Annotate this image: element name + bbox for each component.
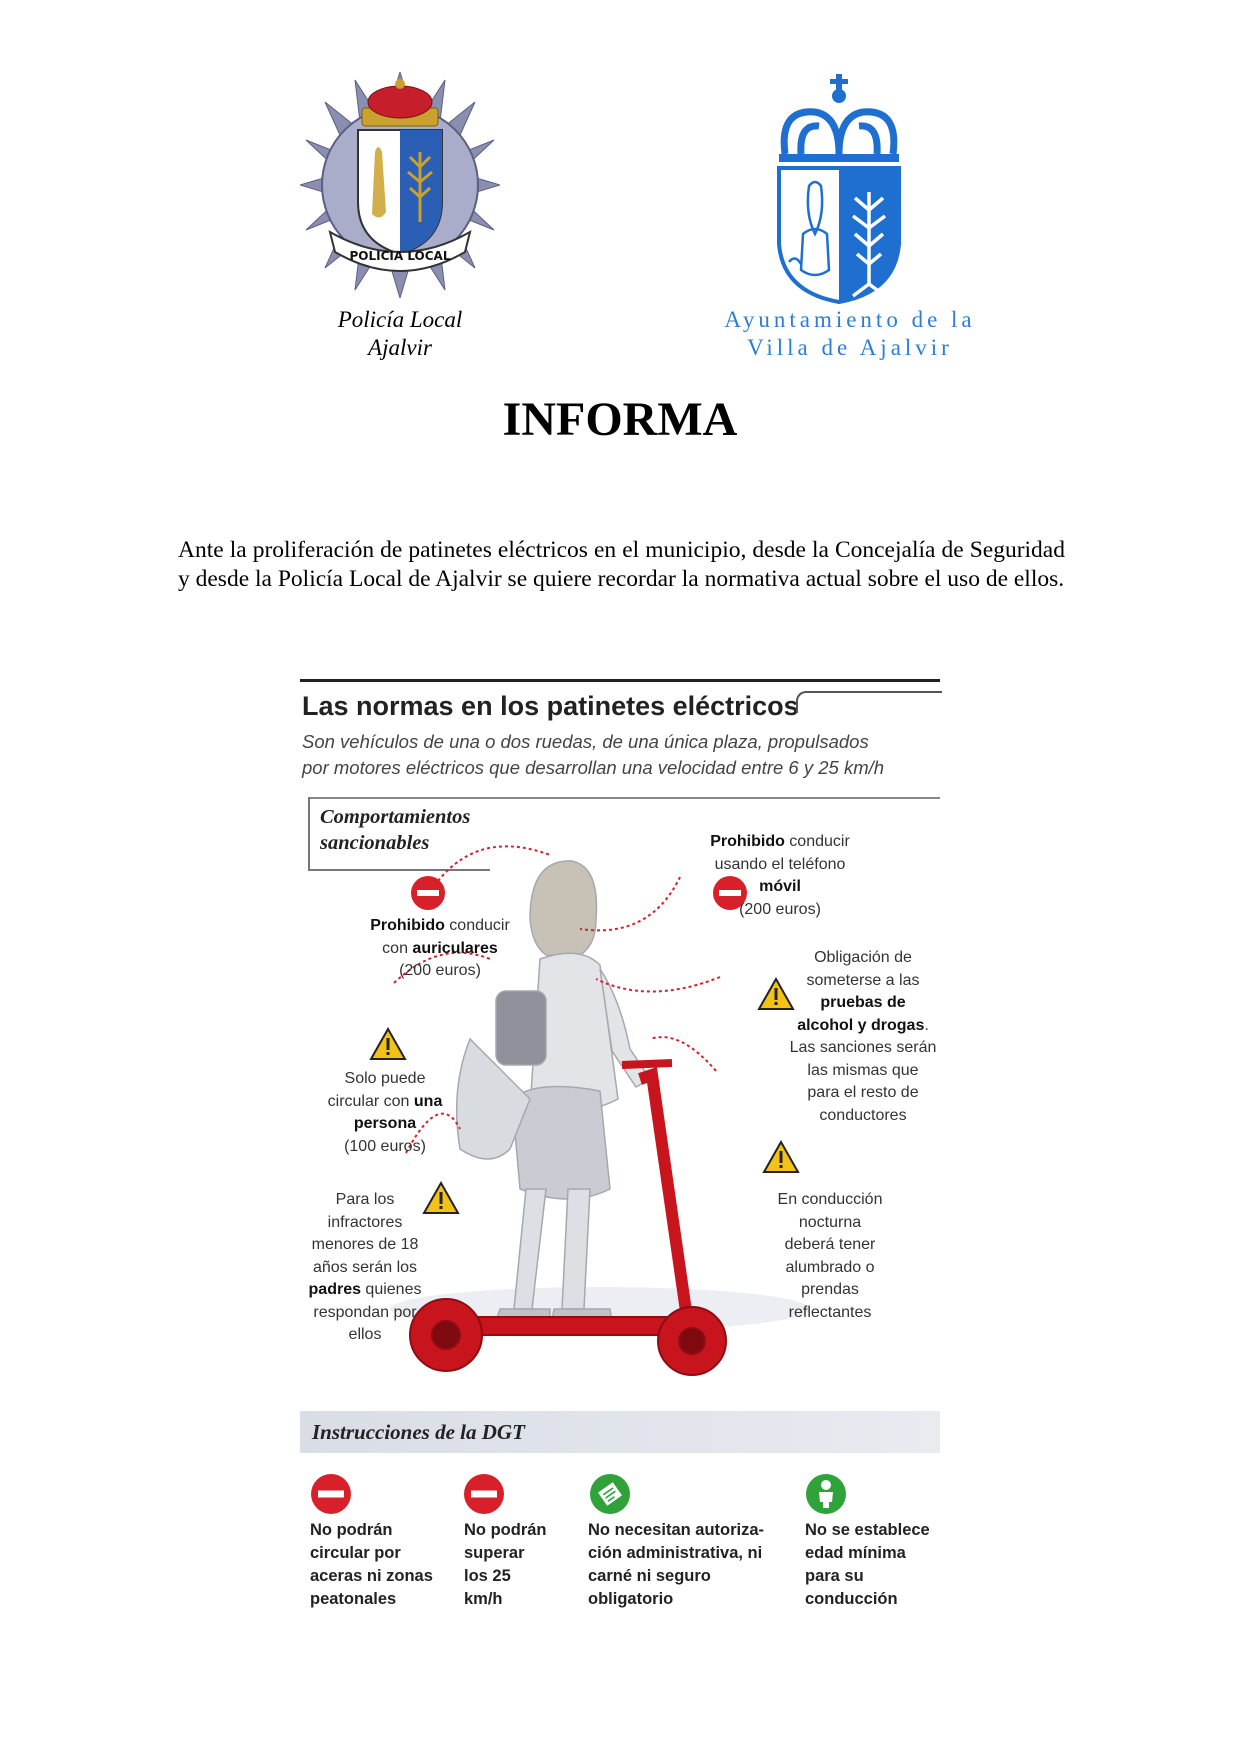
police-caption [300,306,500,362]
rule-minors-line4: años serán los [312,1258,418,1276]
dgt-item-2-line3: los 25 [464,1567,511,1585]
rule-night-line1: En conducción [777,1191,883,1208]
rule-alcohol-line7: para el resto de [807,1084,919,1101]
rule-alcohol-line5: Las sanciones serán [789,1039,937,1056]
rule-minors-line6: respondan por [313,1303,417,1321]
rule-one-person [310,1068,460,1158]
dgt-item-4-line4: conducción [805,1590,898,1608]
rule-one-person-line3: persona [353,1115,417,1132]
rule-alcohol-line4: alcohol y drogas [797,1016,925,1034]
dgt-item-4-line2: edad mínima [805,1544,906,1562]
rule-phone-bold: Prohibido [710,833,785,850]
infographic-subtitle-line1: Son vehículos de una o dos ruedas, de una única plaza, propulsados [302,731,869,752]
rule-headphones-bold: Prohibido [370,917,445,934]
police-badge-logo [300,72,500,298]
police-caption-line2: Ajalvir [368,335,432,360]
person-icon [805,1473,847,1515]
no-entry-icon [410,875,446,911]
rule-night-line6: reflectantes [788,1303,872,1321]
ayuntamiento-caption [700,306,1000,362]
rule-alcohol-line4-end: . [924,1016,929,1034]
dgt-item-2 [464,1519,574,1611]
dgt-item-1-line2: circular por [310,1544,401,1562]
ayuntamiento-caption-line1: Ayuntamiento de la [724,307,976,332]
rule-minors-line7: ellos [348,1326,382,1343]
rule-alcohol-line2: someterse a las [806,971,920,989]
dgt-item-3-line3: carné ni seguro [588,1567,711,1585]
rule-alcohol-line1: Obligación de [814,949,912,966]
rule-phone-line2: usando el teléfono [714,855,846,873]
rule-minors-bold: padres [308,1281,361,1298]
infographic-title-bracket [796,691,942,713]
rule-minors-line3: menores de 18 [311,1236,419,1253]
dgt-item-3-line4: obligatorio [588,1590,674,1608]
sanctions-title-line1: Comportamientos [320,806,471,828]
infographic [300,679,940,1609]
dgt-item-1 [310,1519,460,1611]
rule-headphones-bold2: auriculares [412,939,498,957]
dgt-item-2-line1: No podrán [464,1521,547,1539]
rule-one-person-fine: (100 euros) [344,1137,426,1155]
rule-alcohol [778,947,948,1127]
sanctions-title-line2: sancionables [320,832,430,854]
ayuntamiento-caption-line2: Villa de Ajalvir [747,335,953,360]
dgt-item-4 [805,1519,940,1611]
rule-headphones-line2: con [382,939,413,957]
rule-phone [690,831,870,921]
no-entry-icon [463,1473,505,1515]
rule-one-person-line2: circular con [327,1092,414,1110]
rule-minors-line1: Para los [335,1191,395,1208]
rule-headphones-fine: (200 euros) [399,962,481,979]
ayuntamiento-coat-of-arms-logo [775,74,903,306]
warning-icon [762,1140,800,1174]
rule-night-line3: deberá tener [784,1236,876,1253]
intro-paragraph: Ante la proliferación de patinetes eléctricos en el municipio, desde la Concejalía de Seguridad y desde la Policía Local de Ajalvir se quiere recordar la normativa actual sobre el uso de ellos. [178,537,1065,592]
page-title: INFORMA [502,393,738,446]
warning-icon [369,1027,407,1061]
rule-headphones-line1: conducir [444,917,510,934]
dgt-item-1-line4: peatonales [310,1590,397,1608]
rule-one-person-bold: una [413,1092,443,1110]
rule-phone-fine: (200 euros) [739,900,821,918]
rule-alcohol-line8: conductores [819,1106,907,1124]
infographic-title: Las normas en los patinetes eléctricos [302,691,799,721]
rule-headphones [340,915,540,983]
rule-phone-line1: conducir [784,833,850,850]
no-entry-icon [310,1473,352,1515]
rule-night-line2: nocturna [798,1213,862,1231]
dgt-item-2-line4: km/h [464,1590,503,1608]
dgt-item-3 [588,1519,798,1611]
rule-minors [300,1189,430,1347]
police-caption-line1: Policía Local [337,307,463,332]
dgt-item-1-line3: aceras ni zonas [310,1567,433,1585]
dgt-item-1-line1: No podrán [310,1521,393,1539]
rule-night-line4: alumbrado o [785,1258,875,1276]
rule-alcohol-line6: las mismas que [807,1061,919,1079]
rule-minors-line5: quienes [360,1281,422,1298]
dgt-item-3-line2: ción administrativa, ni [588,1544,763,1562]
rule-alcohol-line3: pruebas de [820,994,906,1011]
police-badge-lettering: POLICIA LOCAL [349,249,451,263]
rule-phone-line3: móvil [759,878,801,895]
infographic-top-rule [300,679,940,682]
rule-night-line5: prendas [801,1281,859,1298]
infographic-subtitle-line2: por motores eléctricos que desarrollan una velocidad entre 6 y 25 km/h [302,757,885,778]
dgt-item-2-line2: superar [464,1544,525,1562]
rule-one-person-line1: Solo puede [344,1070,426,1087]
dgt-title: Instrucciones de la DGT [312,1420,525,1444]
dgt-item-3-line1: No necesitan autoriza- [588,1521,765,1539]
rule-night [760,1189,900,1324]
rule-minors-line2: infractores [327,1213,403,1231]
dgt-item-4-line1: No se establece [805,1521,930,1539]
document-check-icon [589,1473,631,1515]
dgt-item-4-line3: para su [805,1567,864,1585]
